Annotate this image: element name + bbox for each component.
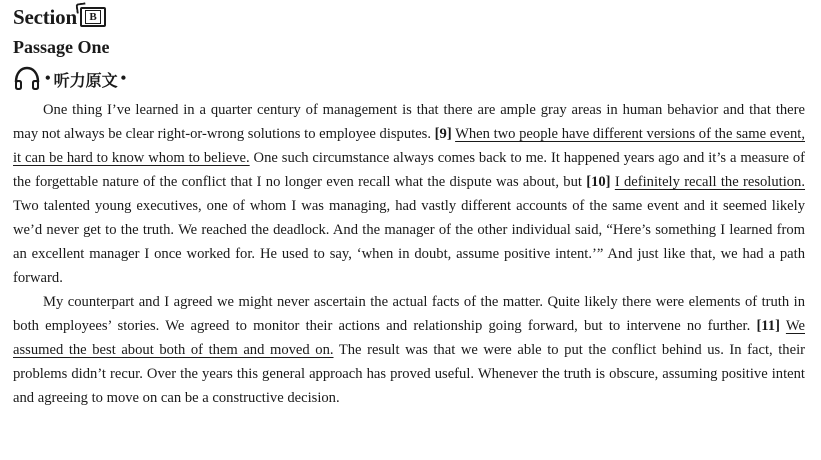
paragraph-1 [13,98,805,290]
transcript-body [13,98,805,410]
passage-title: Passage One [13,37,110,57]
paragraph-2-text-1: My counterpart and I agreed we might never ascertain the actual facts of the matter. Quite likely there were elements of truth in both employees’ stories. We agreed to monitor their actions and relationship going forward, but to intervene no further. [13,294,805,334]
paragraph-1-text-1: One thing I’ve learned in a quarter century of management is that there are ample gray areas in human behavior and that there may not always be clear right-or-wrong solutions to employee disputes. [13,102,805,142]
transcript-label: 听力原文 [53,72,118,90]
headphone-icon [13,66,41,92]
paragraph-1-text-2: One such circumstance always comes back to me. It happened years ago and it’s a measure of the forgettable nature of the conflict that I no longer even recall what the dispute was about, but [13,150,805,190]
transcript-header [13,66,126,92]
question-marker-11: [11] [756,318,780,334]
section-heading [13,4,106,30]
section-badge-letter: B [85,10,101,24]
answer-underline-10: I definitely recall the resolution. [614,174,806,190]
paragraph-1-text-3: Two talented young executives, one of whom I was managing, had vastly different accounts of the same event and it seemed likely we’d never get to the truth. We reached the deadlock. And the manager of the other individual said, “Here’s something I learned from an excellent manager I once worked for. He used to say, ‘when in doubt, assume positive intent.’” And just like that, we had a path forward. [13,198,805,286]
question-marker-9: [9] [434,126,452,142]
bullet-right: • [120,70,127,87]
answer-underline-11: We assumed the best about both of them and moved on. [13,318,805,358]
answer-underline-9: When two people have different versions of the same event, it can be hard to know whom to believe. [13,126,805,166]
paragraph-2-text-2: The result was that we were able to put the conflict behind us. In fact, their problems didn’t recur. Over the years this general approach has proved useful. Whenever the truth is obscure, assuming positive intent and agreeing to move on can be a constructive decision. [13,342,805,406]
question-marker-10: [10] [586,174,611,190]
section-label: Section [13,4,77,29]
paragraph-2 [13,290,805,410]
bullet-left: • [45,70,51,87]
section-badge [80,7,106,27]
